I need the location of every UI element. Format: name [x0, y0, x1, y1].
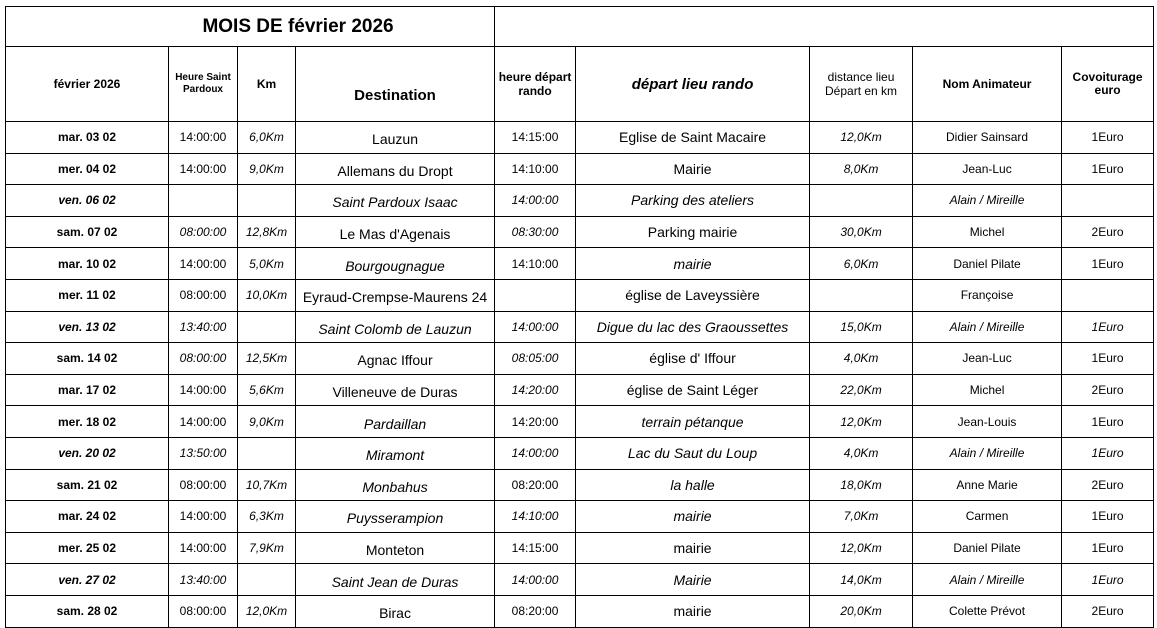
cell-distance: [810, 279, 913, 311]
cell-km: [238, 311, 296, 343]
table-row: [6, 122, 1154, 154]
table-row: [6, 343, 1154, 375]
cell-covoiturage: 1Euro: [1062, 532, 1154, 564]
cell-km: [238, 564, 296, 596]
cell-date: ven. 13 02: [6, 311, 169, 343]
cell-covoiturage: 1Euro: [1062, 501, 1154, 533]
cell-km: 12,0Km: [238, 595, 296, 627]
table-row: [6, 437, 1154, 469]
table-row: [6, 279, 1154, 311]
cell-distance: 4,0Km: [810, 343, 913, 375]
cell-date: mer. 18 02: [6, 406, 169, 438]
page-title: MOIS DE février 2026: [202, 15, 394, 37]
table-row: [6, 216, 1154, 248]
header-date: février 2026: [6, 47, 169, 122]
cell-animateur: Françoise: [913, 279, 1062, 311]
cell-covoiturage: 1Euro: [1062, 437, 1154, 469]
cell-km: [238, 185, 296, 217]
cell-km: 12,8Km: [238, 216, 296, 248]
cell-km: 6,0Km: [238, 122, 296, 154]
cell-destination: Saint Jean de Duras: [296, 564, 495, 596]
cell-date: sam. 21 02: [6, 469, 169, 501]
header-heure: [169, 47, 238, 122]
cell-destination: Allemans du Dropt: [296, 153, 495, 185]
cell-date: ven. 27 02: [6, 564, 169, 596]
cell-animateur: Anne Marie: [913, 469, 1062, 501]
table-row: [6, 532, 1154, 564]
table-row: [6, 406, 1154, 438]
cell-destination: Monbahus: [296, 469, 495, 501]
cell-lieu: Parking mairie: [576, 216, 810, 248]
cell-lieu: la halle: [576, 469, 810, 501]
table-row: [6, 564, 1154, 596]
schedule-table: [5, 6, 1154, 628]
schedule-sheet: [5, 6, 1153, 628]
cell-distance: 15,0Km: [810, 311, 913, 343]
cell-depart: 08:20:00: [495, 469, 576, 501]
cell-lieu: Eglise de Saint Macaire: [576, 122, 810, 154]
cell-lieu: mairie: [576, 595, 810, 627]
cell-covoiturage: 2Euro: [1062, 216, 1154, 248]
cell-heure: 13:40:00: [169, 564, 238, 596]
cell-date: mar. 10 02: [6, 248, 169, 280]
cell-lieu: mairie: [576, 532, 810, 564]
cell-heure: 13:40:00: [169, 311, 238, 343]
cell-distance: 12,0Km: [810, 122, 913, 154]
cell-date: mer. 25 02: [6, 532, 169, 564]
cell-animateur: Alain / Mireille: [913, 437, 1062, 469]
cell-depart: 14:00:00: [495, 564, 576, 596]
cell-date: sam. 07 02: [6, 216, 169, 248]
header-animateur: Nom Animateur: [913, 47, 1062, 122]
cell-distance: 14,0Km: [810, 564, 913, 596]
cell-km: 9,0Km: [238, 406, 296, 438]
cell-lieu: église de Saint Léger: [576, 374, 810, 406]
header-heure-line2: Pardoux: [182, 84, 223, 95]
cell-depart: 14:00:00: [495, 437, 576, 469]
cell-destination: Miramont: [296, 437, 495, 469]
title-blank-cell: [495, 7, 1154, 47]
table-row: [6, 374, 1154, 406]
cell-km: 7,9Km: [238, 532, 296, 564]
cell-date: mar. 03 02: [6, 122, 169, 154]
cell-depart: 14:20:00: [495, 406, 576, 438]
table-row: [6, 311, 1154, 343]
cell-destination: Monteton: [296, 532, 495, 564]
header-lieu: départ lieu rando: [576, 47, 810, 122]
cell-animateur: Carmen: [913, 501, 1062, 533]
cell-covoiturage: [1062, 279, 1154, 311]
cell-date: mar. 24 02: [6, 501, 169, 533]
cell-depart: 14:15:00: [495, 122, 576, 154]
cell-depart: 14:00:00: [495, 185, 576, 217]
cell-distance: 20,0Km: [810, 595, 913, 627]
header-distance-line1: distance lieu: [827, 70, 895, 84]
cell-lieu: mairie: [576, 248, 810, 280]
cell-heure: 14:00:00: [169, 153, 238, 185]
cell-km: [238, 437, 296, 469]
cell-covoiturage: [1062, 185, 1154, 217]
cell-date: sam. 14 02: [6, 343, 169, 375]
cell-lieu: Lac du Saut du Loup: [576, 437, 810, 469]
cell-km: 9,0Km: [238, 153, 296, 185]
cell-distance: 6,0Km: [810, 248, 913, 280]
cell-depart: 14:15:00: [495, 532, 576, 564]
cell-date: mer. 04 02: [6, 153, 169, 185]
cell-km: 5,6Km: [238, 374, 296, 406]
cell-destination: Pardaillan: [296, 406, 495, 438]
header-distance: [810, 47, 913, 122]
cell-covoiturage: 1Euro: [1062, 343, 1154, 375]
cell-animateur: Alain / Mireille: [913, 185, 1062, 217]
header-depart-line2: rando: [518, 84, 552, 98]
cell-date: ven. 06 02: [6, 185, 169, 217]
cell-date: ven. 20 02: [6, 437, 169, 469]
title-row: [6, 7, 1154, 47]
cell-covoiturage: 1Euro: [1062, 248, 1154, 280]
cell-heure: 13:50:00: [169, 437, 238, 469]
cell-covoiturage: 2Euro: [1062, 595, 1154, 627]
title-cell: [6, 7, 495, 47]
header-destination: Destination: [296, 47, 495, 122]
cell-depart: 14:20:00: [495, 374, 576, 406]
cell-distance: 7,0Km: [810, 501, 913, 533]
cell-depart: 14:10:00: [495, 248, 576, 280]
cell-animateur: Jean-Luc: [913, 153, 1062, 185]
cell-date: sam. 28 02: [6, 595, 169, 627]
cell-destination: Puysserampion: [296, 501, 495, 533]
cell-animateur: Jean-Louis: [913, 406, 1062, 438]
cell-animateur: Colette Prévot: [913, 595, 1062, 627]
cell-heure: 08:00:00: [169, 343, 238, 375]
cell-animateur: Alain / Mireille: [913, 311, 1062, 343]
table-row: [6, 595, 1154, 627]
header-depart: [495, 47, 576, 122]
header-row: [6, 47, 1154, 122]
cell-km: 10,0Km: [238, 279, 296, 311]
cell-animateur: Daniel Pilate: [913, 532, 1062, 564]
cell-heure: 14:00:00: [169, 374, 238, 406]
cell-lieu: Parking des ateliers: [576, 185, 810, 217]
cell-distance: 22,0Km: [810, 374, 913, 406]
cell-distance: 4,0Km: [810, 437, 913, 469]
cell-heure: 08:00:00: [169, 279, 238, 311]
cell-distance: 18,0Km: [810, 469, 913, 501]
cell-heure: 08:00:00: [169, 595, 238, 627]
cell-lieu: terrain pétanque: [576, 406, 810, 438]
table-row: [6, 501, 1154, 533]
cell-depart: 08:20:00: [495, 595, 576, 627]
cell-date: mar. 17 02: [6, 374, 169, 406]
table-row: [6, 153, 1154, 185]
cell-lieu: mairie: [576, 501, 810, 533]
header-depart-line1: heure départ: [498, 70, 572, 84]
table-row: [6, 185, 1154, 217]
cell-date: mer. 11 02: [6, 279, 169, 311]
cell-depart: 08:30:00: [495, 216, 576, 248]
cell-heure: 14:00:00: [169, 501, 238, 533]
cell-heure: 14:00:00: [169, 248, 238, 280]
cell-destination: Saint Colomb de Lauzun: [296, 311, 495, 343]
cell-depart: 14:00:00: [495, 311, 576, 343]
cell-heure: 14:00:00: [169, 532, 238, 564]
cell-destination: Bourgougnague: [296, 248, 495, 280]
cell-distance: 30,0Km: [810, 216, 913, 248]
cell-depart: 14:10:00: [495, 501, 576, 533]
cell-destination: Le Mas d'Agenais: [296, 216, 495, 248]
cell-heure: 14:00:00: [169, 406, 238, 438]
cell-covoiturage: 2Euro: [1062, 374, 1154, 406]
cell-animateur: Alain / Mireille: [913, 564, 1062, 596]
cell-distance: 12,0Km: [810, 406, 913, 438]
cell-lieu: Mairie: [576, 564, 810, 596]
header-covoiturage: [1062, 47, 1154, 122]
cell-destination: Lauzun: [296, 122, 495, 154]
cell-animateur: Michel: [913, 374, 1062, 406]
cell-animateur: Jean-Luc: [913, 343, 1062, 375]
table-row: [6, 248, 1154, 280]
cell-distance: 12,0Km: [810, 532, 913, 564]
cell-lieu: église d' Iffour: [576, 343, 810, 375]
cell-km: 12,5Km: [238, 343, 296, 375]
cell-covoiturage: 1Euro: [1062, 564, 1154, 596]
cell-km: 6,3Km: [238, 501, 296, 533]
header-heure-line1: Heure Saint: [175, 72, 231, 83]
header-km: Km: [238, 47, 296, 122]
cell-covoiturage: 1Euro: [1062, 122, 1154, 154]
cell-depart: 14:10:00: [495, 153, 576, 185]
cell-heure: 14:00:00: [169, 122, 238, 154]
cell-destination: Eyraud-Crempse-Maurens 24: [296, 279, 495, 311]
cell-destination: Agnac Iffour: [296, 343, 495, 375]
cell-lieu: église de Laveyssière: [576, 279, 810, 311]
cell-animateur: Michel: [913, 216, 1062, 248]
table-row: [6, 469, 1154, 501]
cell-animateur: Didier Sainsard: [913, 122, 1062, 154]
cell-destination: Birac: [296, 595, 495, 627]
header-cov-line1: Covoiturage: [1072, 70, 1143, 84]
cell-depart: 08:05:00: [495, 343, 576, 375]
cell-destination: Saint Pardoux Isaac: [296, 185, 495, 217]
cell-distance: 8,0Km: [810, 153, 913, 185]
cell-km: 10,7Km: [238, 469, 296, 501]
cell-covoiturage: 1Euro: [1062, 153, 1154, 185]
cell-covoiturage: 2Euro: [1062, 469, 1154, 501]
cell-animateur: Daniel Pilate: [913, 248, 1062, 280]
header-distance-line2: Départ en km: [825, 84, 898, 98]
cell-lieu: Digue du lac des Graoussettes: [576, 311, 810, 343]
cell-destination: Villeneuve de Duras: [296, 374, 495, 406]
cell-lieu: Mairie: [576, 153, 810, 185]
cell-heure: 08:00:00: [169, 469, 238, 501]
cell-depart: [495, 279, 576, 311]
cell-distance: [810, 185, 913, 217]
cell-heure: 08:00:00: [169, 216, 238, 248]
cell-heure: [169, 185, 238, 217]
cell-covoiturage: 1Euro: [1062, 311, 1154, 343]
header-cov-line2: euro: [1094, 83, 1121, 97]
cell-km: 5,0Km: [238, 248, 296, 280]
cell-covoiturage: 1Euro: [1062, 406, 1154, 438]
